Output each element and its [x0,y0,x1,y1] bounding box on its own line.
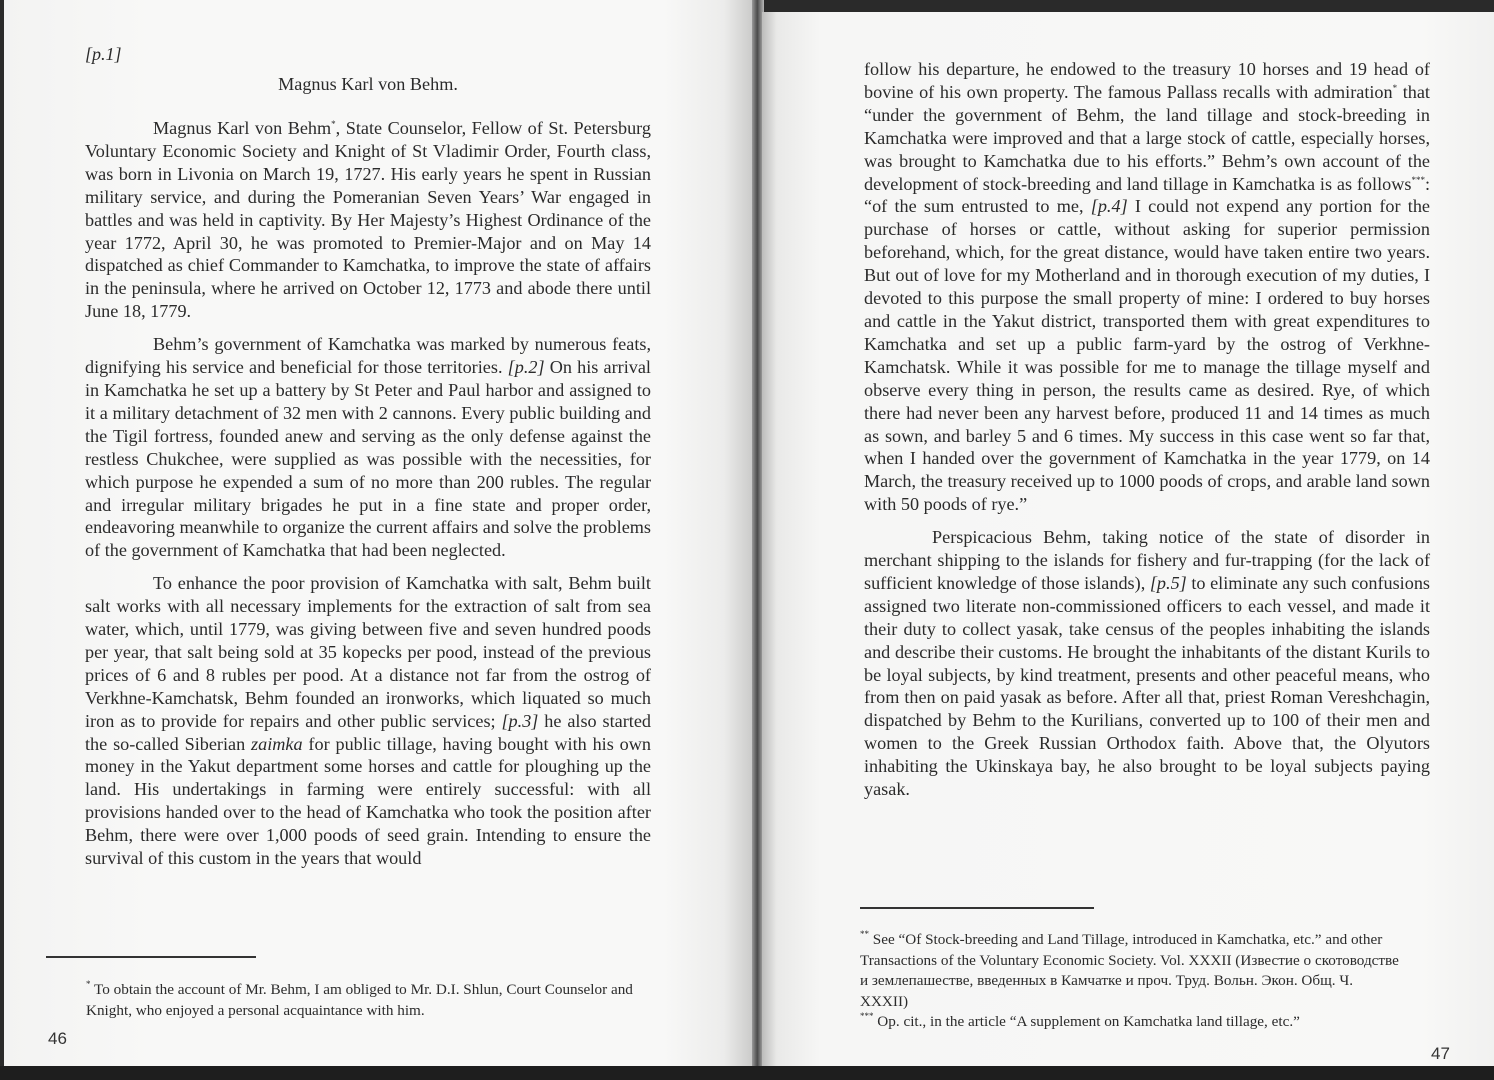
text-run: Behm’s government of Kamchatka was marked by numerous feats, dignifying his service and beneficial for those territories. [85,334,651,378]
paragraph [85,572,651,870]
text-run: follow his departure, he endowed to the treasury 10 horses and 19 head of bovine of his own property. The famous Pallass recalls with admiration [864,59,1430,102]
right-body-text [864,58,1430,811]
text-run: , State Counselor, Fellow of St. Petersburg Voluntary Economic Society and Knight of St Vladimir Order, Fourth class, was born in Livonia on March 19, 1727. His early years he spent in Russian military service, and during the Pomeranian Seven Years’ War engaged in battles and was held in captivity. By Her Majesty’s Highest Ordinance of the year 1772, April 30, he was promoted to Premier-Major and on May 14 dispatched as chief Commander to Kamchatka, to improve the state of affairs in the peninsula, where he arrived on October 12, 1773 and abode there until June 18, 1779. [85,118,651,322]
footnote [86,980,646,1021]
paragraph [85,117,651,323]
footnote-marker: * [86,979,91,989]
text-run: to eliminate any such confusions assigned two literate non-commissioned officers to each vessel, and made it their duty to collect yasak, take census of the peoples inhabiting the islands and describe their customs. He brought the inhabitants of the distant Kurils to be loyal subjects, by kind treatment, presents and other peaceful means, who from then on paid yasak as before. After all that, priest Roman Vereshchagin, dispatched by Behm to the Kurilians, converted up to 100 of their men and women to the Greek Russian Orthodox faith. Above that, the Olyutors inhabiting the Ukinskaya bay, he also brought to be loyal subjects paying yasak. [864,572,1430,800]
footnote [860,1012,1400,1033]
footnote [860,930,1400,1012]
footnotes [86,980,646,1021]
text-run: I could not expend any portion for the purchase of horses or cattle, without asking for superior permission beforehand, which, for the great distance, would have taken entire two years. But out of love for my Motherland and in thorough execution of my duties, I devoted to this purpose the small property of mine: I ordered to buy horses and cattle in the Yakut district, transported them with great expenditures to Kamchatka and set up a public farm-yard by the ostrog of Verkhne-Kamchatsk. While it was possible for me to manage the tillage myself and observe every thing in person, the results came as desired. Rye, of which there had never been any harvest before, produced 11 and 14 times as much as sown, and barley 5 and 6 times. My success in this case went so far that, when I handed over the government of Kamchatka in the year 1779, on 14 March, the treasury received up to 1000 poods of crops, and arable land sown with 50 poods of rye.” [864,196,1430,515]
text-run: : “of the sum entrusted to me, [864,173,1430,217]
page-number: 46 [48,1029,67,1048]
paragraph [864,58,1430,516]
footnote-text: See “Of Stock-breeding and Land Tillage, introduced in Kamchatka, etc.” and other Transactions of the Voluntary Economic Society. Vol. XXXII (Известие о скотоводстве и землепашестве, введенных в Камчатке и проч. Труд. Вольн. Экон. Общ. Ч. XXXII) [860,931,1399,1010]
footnote-divider [860,907,1094,909]
footnotes [860,930,1400,1033]
footnote-divider [46,956,256,958]
text-run: To enhance the poor provision of Kamchatka with salt, Behm built salt works with all necessary implements for the extraction of salt from sea water, which, until 1779, was giving between five and seven hundred poods per year, that salt being sold at 35 kopecks per pood, instead of the previous prices of 6 and 8 rubles per pood. At a distance not far from the ostrog of Verkhne-Kamchatsk, Behm founded an ironworks, which liquated so much iron as to provide for repairs and other public services; [85,573,651,731]
text-run: On his arrival in Kamchatka he set up a battery by St Peter and Paul harbor and assigned to it a military detachment of 32 men with 2 cannons. Every public building and the Tigil fortress, founded anew and serving as the only defense against the restless Chukchee, were supplied as was possible with the necessities, for which purpose he expended a sum of no more than 200 rubles. The regular and irregular military brigades he put in a fine state and proper order, endeavoring meanwhile to organize the current affairs and solve the problems of the government of Kamchatka that had been neglected. [85,357,651,561]
page-marker: [p.4] [1090,196,1128,217]
text-run: he also started the so-called Siberian [85,710,651,754]
left-body-text [85,117,651,880]
footnote-marker: * [331,119,336,129]
footnote-marker: *** [1411,174,1425,185]
italic-term: zaimka [251,733,303,754]
page-marker: [p.3] [501,710,539,731]
page-marker: [p.1] [85,44,122,64]
text-run: for public tillage, having bought with his own money in the Yakut department some horses and cattle for ploughing up the land. His undertakings in farming were entirely successful: with all provisions handed over to the head of Kamchatka who took the position after Behm, there were over 1,000 poods of seed grain. Intending to ensure the survival of this custom in the years that would [85,733,651,869]
footnote-text: Op. cit., in the article “A supplement on Kamchatka land tillage, etc.” [873,1013,1300,1030]
text-run: Magnus Karl von Behm [153,118,332,138]
footnote-marker: ** [860,929,869,939]
left-page [4,0,754,1066]
paragraph [864,526,1430,801]
text-run: Perspicacious Behm, taking notice of the state of disorder in merchant shipping to the islands for fishery and fur-trapping (for the lack of sufficient knowledge of those islands), [864,527,1430,593]
text-run: that “under the government of Behm, the land tillage and stock-breeding in Kamchatka were improved and that a large stock of cattle, especially horses, was brought to Kamchatka due to his efforts.” Behm’s own account of the development of stock-breeding and land tillage in Kamchatka is as follows [864,81,1430,194]
scan-edge [0,1066,1494,1080]
chapter-title: Magnus Karl von Behm. [278,74,458,94]
footnote-marker: *** [860,1011,874,1021]
page-number: 47 [1431,1044,1450,1063]
right-page [762,12,1494,1070]
page-marker: [p.2] [507,357,545,378]
paragraph [85,333,651,562]
footnote-marker: * [1392,82,1398,93]
page-marker: [p.5] [1149,572,1187,593]
footnote-text: To obtain the account of Mr. Behm, I am obliged to Mr. D.I. Shlun, Court Counselor and Knight, who enjoyed a personal acquaintance with him. [86,981,633,1019]
